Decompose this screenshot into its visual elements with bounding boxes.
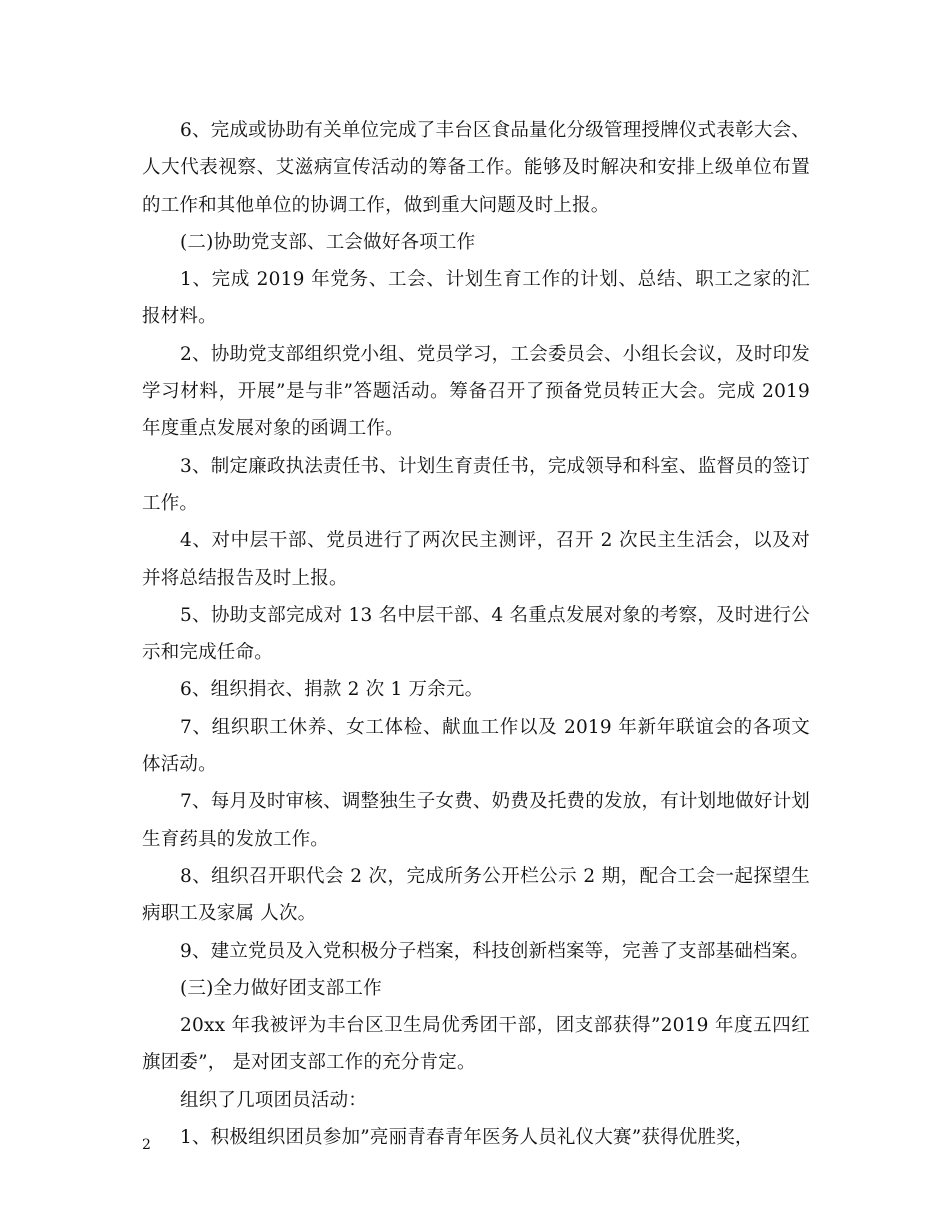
paragraph-item-1-contest: 1、积极组织团员参加”亮丽青春青年医务人员礼仪大赛”获得优胜奖， xyxy=(180,1127,754,1149)
paragraph-league-award: 20xx 年我被评为丰台区卫生局优秀团干部，团支部获得”2019 年度五四红旗团委”， 是对团支部工作的充分肯定。 xyxy=(142,1015,810,1074)
paragraph-item-7-fees: 7、每月及时审核、调整独生子女费、奶费及托费的发放，有计划地做好计划生育药具的发放工作。 xyxy=(142,791,810,850)
paragraph-item-9-archives: 9、建立党员及入党积极分子档案，科技创新档案等，完善了支部基础档案。 xyxy=(180,940,810,962)
document-body xyxy=(142,112,810,1156)
paragraph-item-3-responsibility: 3、制定廉政执法责任书、计划生育责任书，完成领导和科室、监督员的签订工作。 xyxy=(142,455,810,514)
paragraph-item-1-reports: 1、完成 2019 年党务、工会、计划生育工作的计划、总结、职工之家的汇报材料。 xyxy=(142,269,810,328)
section-heading-party-union: (二)协助党支部、工会做好各项工作 xyxy=(180,231,476,253)
paragraph-item-8-congress: 8、组织召开职代会 2 次，完成所务公开栏公示 2 期，配合工会一起探望生病职工及家属 人次。 xyxy=(142,865,810,925)
page-number: 2 xyxy=(142,1137,151,1153)
paragraph-league-activities-intro: 组织了几项团员活动： xyxy=(180,1089,368,1111)
section-heading-youth-league: (三)全力做好团支部工作 xyxy=(180,977,382,999)
paragraph-item-4-evaluation: 4、对中层干部、党员进行了两次民主测评，召开 2 次民主生活会，以及对并将总结报告及时上报。 xyxy=(142,530,810,589)
paragraph-item-2-study: 2、协助党支部组织党小组、党员学习，工会委员会、小组长会议，及时印发学习材料，开展”是与非”答题活动。筹备召开了预备党员转正大会。完成 2019 年度重点发展对象的函调工作。 xyxy=(142,343,810,440)
paragraph-item-6-preparation: 6、完成或协助有关单位完成了丰台区食品量化分级管理授牌仪式表彰大会、人大代表视察、艾滋病宣传活动的筹备工作。能够及时解决和安排上级单位布置的工作和其他单位的协调工作，做到重大问题及时上报。 xyxy=(142,120,810,216)
paragraph-item-6-donation: 6、组织捐衣、捐款 2 次 1 万余元。 xyxy=(180,679,484,701)
paragraph-item-7-activities: 7、组织职工休养、女工体检、献血工作以及 2019 年新年联谊会的各项文体活动。 xyxy=(142,716,810,776)
paragraph-item-5-inspection: 5、协助支部完成对 13 名中层干部、4 名重点发展对象的考察，及时进行公示和完成任命。 xyxy=(142,604,810,664)
